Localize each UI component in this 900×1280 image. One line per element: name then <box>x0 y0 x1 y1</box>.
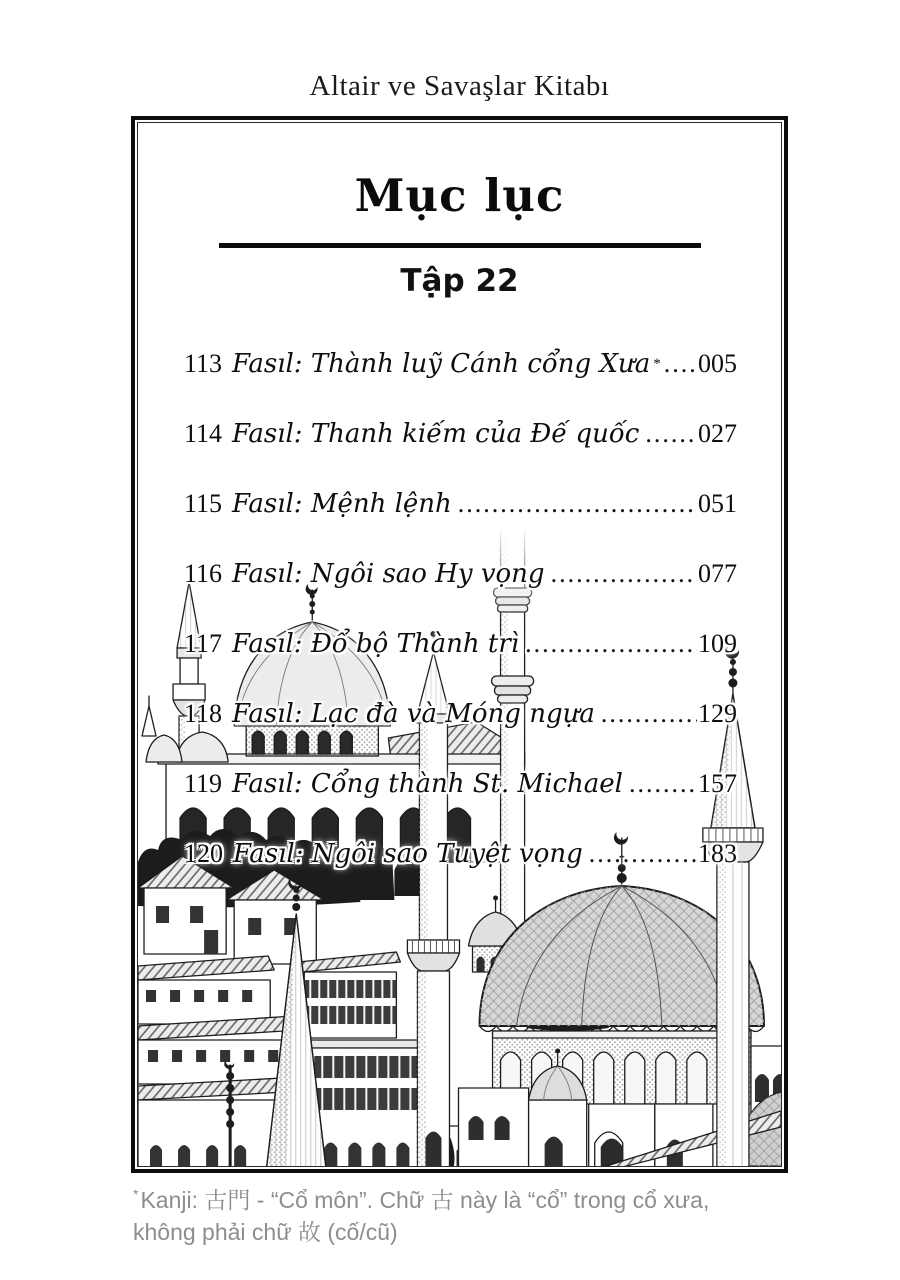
dot-leader <box>601 699 697 729</box>
dot-leader <box>629 769 697 799</box>
footnote-line-1 <box>133 1184 753 1216</box>
chapter-row <box>184 819 737 889</box>
chapter-number: 117 <box>184 629 223 658</box>
chapter-page: 077 <box>698 559 737 588</box>
chapter-title: Fasıl: Thanh kiếm của Đế quốc <box>232 419 640 449</box>
dot-leader <box>664 349 697 379</box>
chapter-list <box>184 329 737 889</box>
footnote <box>133 1184 753 1248</box>
chapter-title: Fasıl: Ngôi sao Hy vọng <box>232 559 545 589</box>
chapter-number: 116 <box>184 559 223 588</box>
chapter-page: 005 <box>698 349 737 378</box>
chapter-title: Fasıl: Đổ bộ Thành trì <box>232 629 520 659</box>
content-frame <box>131 116 788 1173</box>
toc-heading: Mục lục <box>354 169 565 222</box>
chapter-number: 119 <box>184 769 223 798</box>
chapter-row <box>184 539 737 609</box>
dot-leader <box>645 419 697 449</box>
chapter-page: 027 <box>698 419 737 448</box>
footnote-mark: * <box>653 355 661 372</box>
footnote-text-1: Kanji: 古門 - “Cổ môn”. Chữ 古 này là “cổ” trong cổ xưa, <box>140 1187 710 1213</box>
heading-divider <box>219 243 701 248</box>
chapter-number: 114 <box>184 419 223 448</box>
chapter-row <box>184 399 737 469</box>
volume-label: Tập 22 <box>400 263 519 299</box>
chapter-page: 109 <box>698 629 737 658</box>
chapter-title: Fasıl: Lạc đà và Móng ngựa <box>232 699 595 729</box>
chapter-page: 157 <box>698 769 737 798</box>
dot-leader <box>551 559 697 589</box>
chapter-row <box>184 329 737 399</box>
chapter-number: 115 <box>184 489 223 518</box>
chapter-title: Fasıl: Cổng thành St. Michael <box>232 769 623 799</box>
footnote-text-2: không phải chữ 故 (cố/cũ) <box>133 1219 398 1246</box>
chapter-page: 183 <box>698 839 737 868</box>
chapter-title: Fasıl: Thành luỹ Cánh cổng Xưa <box>232 349 651 379</box>
chapter-row <box>184 469 737 539</box>
dot-leader <box>525 629 697 659</box>
chapter-title: Fasıl: Mệnh lệnh <box>232 489 452 519</box>
page-title: Altair ve Savaşlar Kitabı <box>309 70 610 102</box>
chapter-row <box>184 609 737 679</box>
dot-leader <box>458 489 697 519</box>
chapter-number: 113 <box>184 349 223 378</box>
footnote-asterisk: * <box>133 1186 139 1203</box>
chapter-number: 118 <box>184 699 223 728</box>
chapter-title: Fasıl: Ngôi sao Tuyệt vọng <box>233 839 583 869</box>
chapter-row <box>184 749 737 819</box>
chapter-page: 051 <box>698 489 737 518</box>
chapter-row <box>184 679 737 749</box>
chapter-page: 129 <box>698 699 737 728</box>
frame-inner <box>137 122 782 1167</box>
dot-leader <box>589 839 697 869</box>
chapter-number: 120 <box>184 839 223 868</box>
